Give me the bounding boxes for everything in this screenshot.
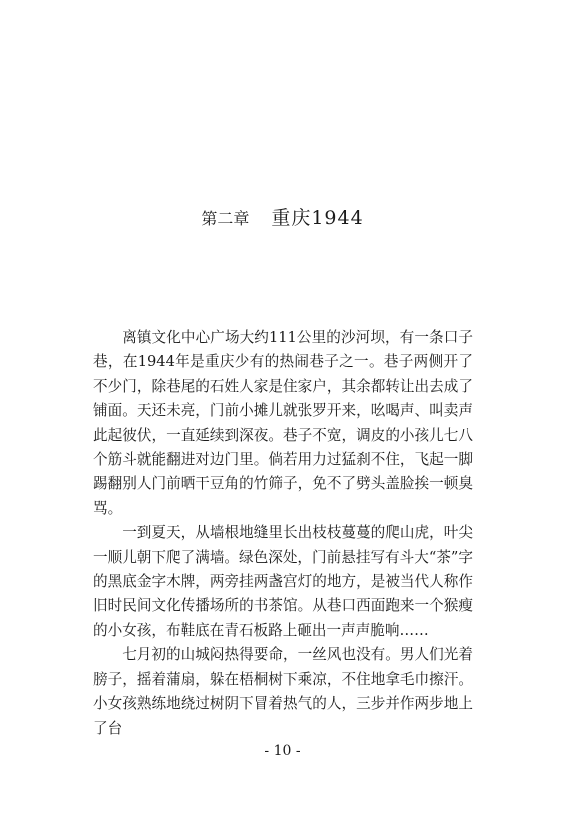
paragraph-2: 一到夏天，从墙根地缝里长出枝枝蔓蔓的爬山虎，叶尖一顺儿朝下爬了满墙。绿色深处，门前悬挂写有斗大“茶”字的黑底金字木牌，两旁挂两盏宫灯的地方，是被当代人称作旧时民间文化传播场所的书茶馆。从巷口西面跑来一个猴瘦的小女孩，布鞋底在青石板路上砸出一声声脆响…… xyxy=(93,524,473,639)
chapter-heading xyxy=(0,203,565,230)
chapter-body xyxy=(93,326,473,741)
paragraph-3: 七月初的山城闷热得要命，一丝风也没有。男人们光着膀子，摇着蒲扇，躲在梧桐树下乘凉，不住地拿毛巾擦汗。小女孩熟练地绕过树阴下冒着热气的人，三步并作两步地上了台 xyxy=(93,646,473,737)
page-number: - 10 - xyxy=(264,743,301,759)
paragraph-1: 离镇文化中心广场大约111公里的沙河坝，有一条口子巷，在1944年是重庆少有的热闹巷子之一。巷子两侧开了不少门，除巷尾的石姓人家是住家户，其余都转让出去成了铺面。天还未亮，门前小摊儿就张罗开来，吆喝声、叫卖声此起彼伏，一直延续到深夜。巷子不宽，调皮的小孩儿七八个筋斗就能翻进对边门里。倘若用力过猛刹不住，飞起一脚踢翻别人门前晒干豆角的竹筛子，免不了劈头盖脸挨一顿臭骂。 xyxy=(93,329,473,517)
chapter-title: 重庆1944 xyxy=(271,207,364,229)
chapter-number: 第二章 xyxy=(201,209,250,228)
